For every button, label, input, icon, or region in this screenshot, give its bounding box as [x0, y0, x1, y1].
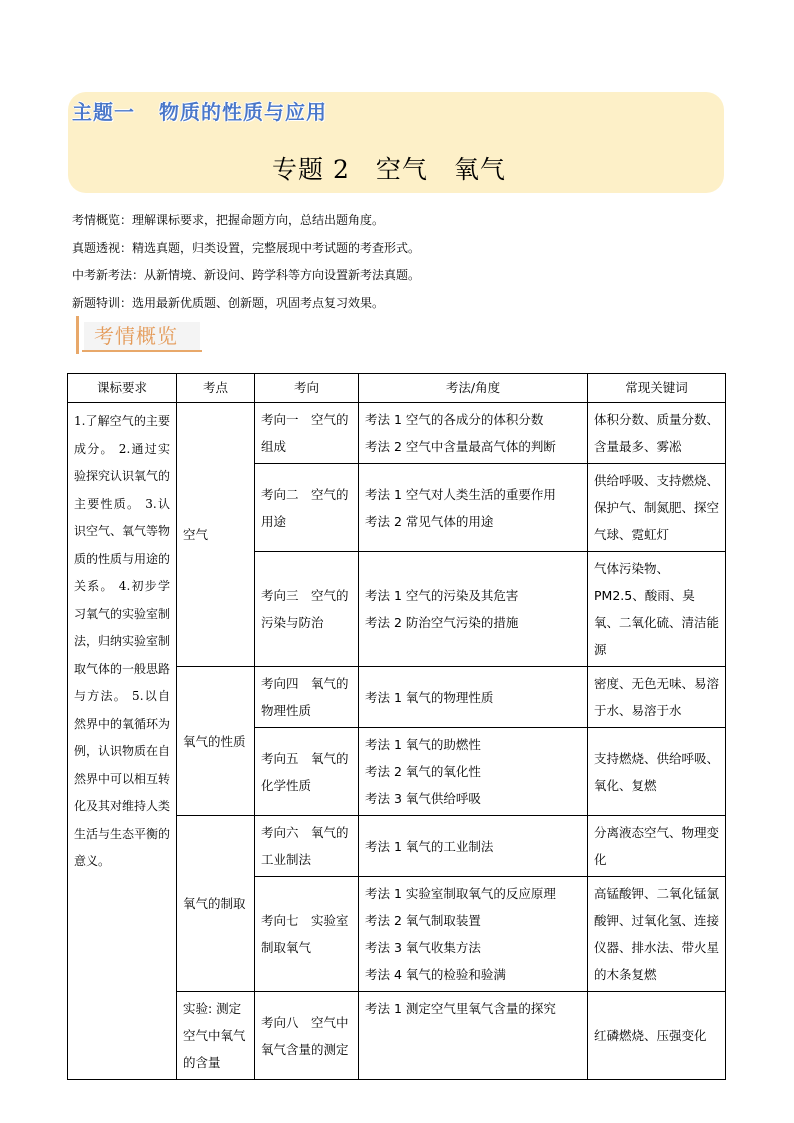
exam-point-oxygen-properties: 氧气的性质 — [177, 667, 255, 816]
direction-cell: 考向四 氧气的物理性质 — [255, 667, 359, 728]
methods-cell: 考法 1 空气的污染及其危害 考法 2 防治空气污染的措施 — [359, 552, 588, 667]
direction-cell: 考向一 空气的组成 — [255, 403, 359, 464]
keywords-cell: 支持燃烧、供给呼吸、氧化、复燃 — [588, 728, 726, 816]
direction-cell: 考向三 空气的污染与防治 — [255, 552, 359, 667]
section-heading — [76, 314, 206, 354]
section-title: 考情概览 — [94, 324, 178, 348]
keywords-cell: 分离液态空气、物理变化 — [588, 816, 726, 877]
table-row — [68, 403, 726, 464]
keywords-cell: 气体污染物、PM2.5、酸雨、臭氧、二氧化硫、清洁能源 — [588, 552, 726, 667]
column-header: 考向 — [255, 374, 359, 403]
column-header: 考法/角度 — [359, 374, 588, 403]
methods-cell: 考法 1 氧气的助燃性 考法 2 氧气的氧化性 考法 3 氧气供给呼吸 — [359, 728, 588, 816]
theme-number: 主题一 — [72, 100, 135, 124]
keywords-cell: 体积分数、质量分数、含量最多、雾凇 — [588, 403, 726, 464]
direction-cell: 考向五 氧气的化学性质 — [255, 728, 359, 816]
direction-cell: 考向二 空气的用途 — [255, 464, 359, 552]
intro-line: 真题透视：精选真题，归类设置，完整展现中考试题的考查形式。 — [72, 240, 421, 255]
exam-point-air: 空气 — [177, 403, 255, 667]
keywords-cell: 红磷燃烧、压强变化 — [588, 992, 726, 1080]
direction-cell: 考向八 空气中氧气含量的测定 — [255, 992, 359, 1080]
exam-point-experiment: 实验: 测定空气中氧气的含量 — [177, 992, 255, 1080]
keywords-cell: 供给呼吸、支持燃烧、保护气、制氮肥、探空气球、霓虹灯 — [588, 464, 726, 552]
direction-cell: 考向六 氧气的工业制法 — [255, 816, 359, 877]
exam-overview-table — [67, 373, 726, 1080]
direction-cell: 考向七 实验室制取氧气 — [255, 877, 359, 992]
column-header: 常现关键词 — [588, 374, 726, 403]
theme-heading — [72, 96, 351, 125]
intro-block — [72, 207, 420, 317]
column-header: 课标要求 — [68, 374, 177, 403]
methods-cell: 考法 1 测定空气里氧气含量的探究 — [359, 992, 588, 1080]
methods-cell: 考法 1 空气的各成分的体积分数 考法 2 空气中含量最高气体的判断 — [359, 403, 588, 464]
exam-point-oxygen-preparation: 氧气的制取 — [177, 816, 255, 992]
section-underline — [82, 350, 202, 352]
methods-cell: 考法 1 氧气的工业制法 — [359, 816, 588, 877]
curriculum-requirements: 1.了解空气的主要成分。 2.通过实验探究认识氧气的主要性质。 3.认识空气、氧气等物质的性质与用途的关系。 4.初步学习氧气的实验室制法，归纳实验室制取气体的一般思路与方法。 5.以自然界中的氧循环为例，认识物质在自然界中可以相互转化及其对维持人类生活与生态平衡的意义。 — [68, 403, 177, 1080]
intro-line: 新题特训：选用最新优质题、创新题，巩固考点复习效果。 — [72, 295, 385, 310]
methods-cell: 考法 1 氧气的物理性质 — [359, 667, 588, 728]
keywords-cell: 密度、无色无味、易溶于水、易溶于水 — [588, 667, 726, 728]
column-header: 考点 — [177, 374, 255, 403]
keywords-cell: 高锰酸钾、二氧化锰氯酸钾、过氧化氢、连接仪器、排水法、带火星的木条复燃 — [588, 877, 726, 992]
methods-cell: 考法 1 实验室制取氧气的反应原理 考法 2 氧气制取装置 考法 3 氧气收集方法 考法 4 氧气的检验和验满 — [359, 877, 588, 992]
topic-title: 专题 2 空气 氧气 — [272, 155, 506, 184]
theme-name: 物质的性质与应用 — [159, 100, 327, 124]
intro-line: 中考新考法：从新情境、新设问、跨学科等方向设置新考法真题。 — [72, 268, 421, 282]
table-header-row — [68, 374, 726, 403]
section-accent-bar — [76, 316, 79, 354]
intro-line: 考情概览：理解课标要求，把握命题方向，总结出题角度。 — [72, 213, 385, 227]
methods-cell: 考法 1 空气对人类生活的重要作用 考法 2 常见气体的用途 — [359, 464, 588, 552]
